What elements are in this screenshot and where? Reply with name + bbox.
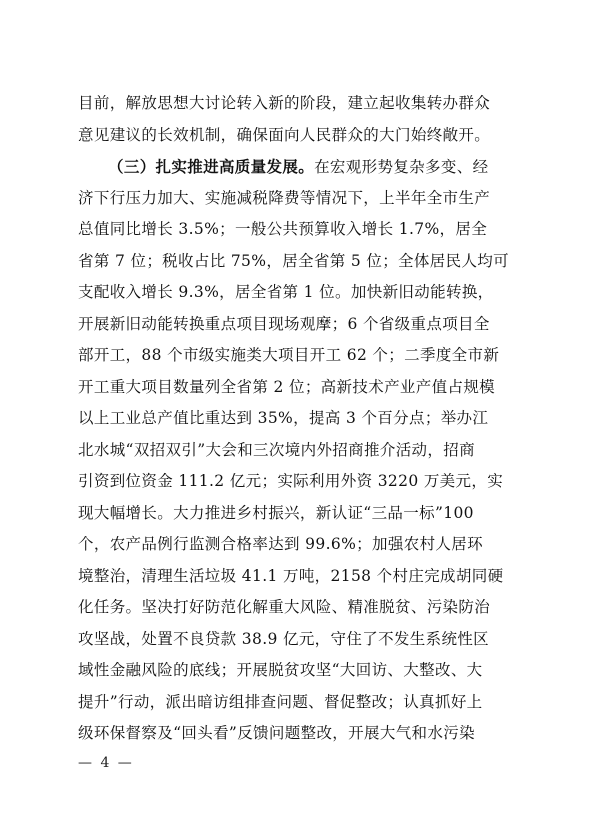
text-line: 省第 7 位；税收占比 75%，居全省第 5 位；全体居民人均可 [78, 251, 510, 270]
body-text [78, 88, 533, 750]
text-line: 开工重大项目数量列全省第 2 位；高新技术产业产值占规模 [78, 377, 496, 396]
text-line: 攻坚战，处置不良贷款 38.9 亿元，守住了不发生系统性区 [78, 629, 490, 648]
text-line: 济下行压力加大、实施减税降费等情况下，上半年全市生产 [78, 188, 491, 207]
text-line: 个，农产品例行监测合格率达到 99.6%；加强农村人居环 [78, 535, 483, 553]
text-line: 引资到位资金 111.2 亿元；实际利用外资 3220 万美元，实 [78, 472, 504, 490]
text-run: 在宏观形势复杂多变、经 [314, 158, 489, 176]
text-line: 支配收入增长 9.3%，居全省第 1 位。加快新旧动能转换， [78, 283, 494, 301]
text-line: 意见建议的长效机制，确保面向人民群众的大门始终敞开。 [78, 125, 491, 144]
text-line: 现大幅增长。大力推进乡村振兴，新认证“三品一标”100 [78, 503, 474, 522]
text-line: 境整治，清理生活垃圾 41.1 万吨，2158 个村庄完成胡同硬 [78, 566, 504, 585]
text-line: 级环保督察及“回头看”反馈问题整改，开展大气和水污染 [78, 724, 475, 742]
text-line: 开展新旧动能转换重点项目现场观摩；6 个省级重点项目全 [78, 314, 490, 333]
text-line: 部开工，88 个市级实施类大项目开工 62 个；二季度全市新 [78, 346, 500, 364]
page-number: — 4 — [78, 755, 134, 771]
text-line: 域性金融风险的底线；开展脱贫攻坚“大回访、大整改、大 [78, 661, 483, 679]
text-line: 化任务。坚决打好防范化解重大风险、精准脱贫、污染防治 [78, 598, 491, 616]
text-line: 提升”行动，派出暗访组排查问题、督促整改；认真抓好上 [78, 692, 483, 711]
text-line: 以上工业总产值比重达到 35%，提高 3 个百分点；举办江 [78, 409, 489, 427]
section-heading: （三）扎实推进高质量发展。 [108, 157, 315, 176]
text-line: 总值同比增长 3.5%；一般公共预算收入增长 1.7%，居全 [78, 220, 488, 238]
section-heading-line [78, 151, 533, 183]
text-line: 目前，解放思想大讨论转入新的阶段，建立起收集转办群众 [78, 94, 491, 112]
text-line: 北水城“双招双引”大会和三次境内外招商推介活动，招商 [78, 440, 475, 459]
